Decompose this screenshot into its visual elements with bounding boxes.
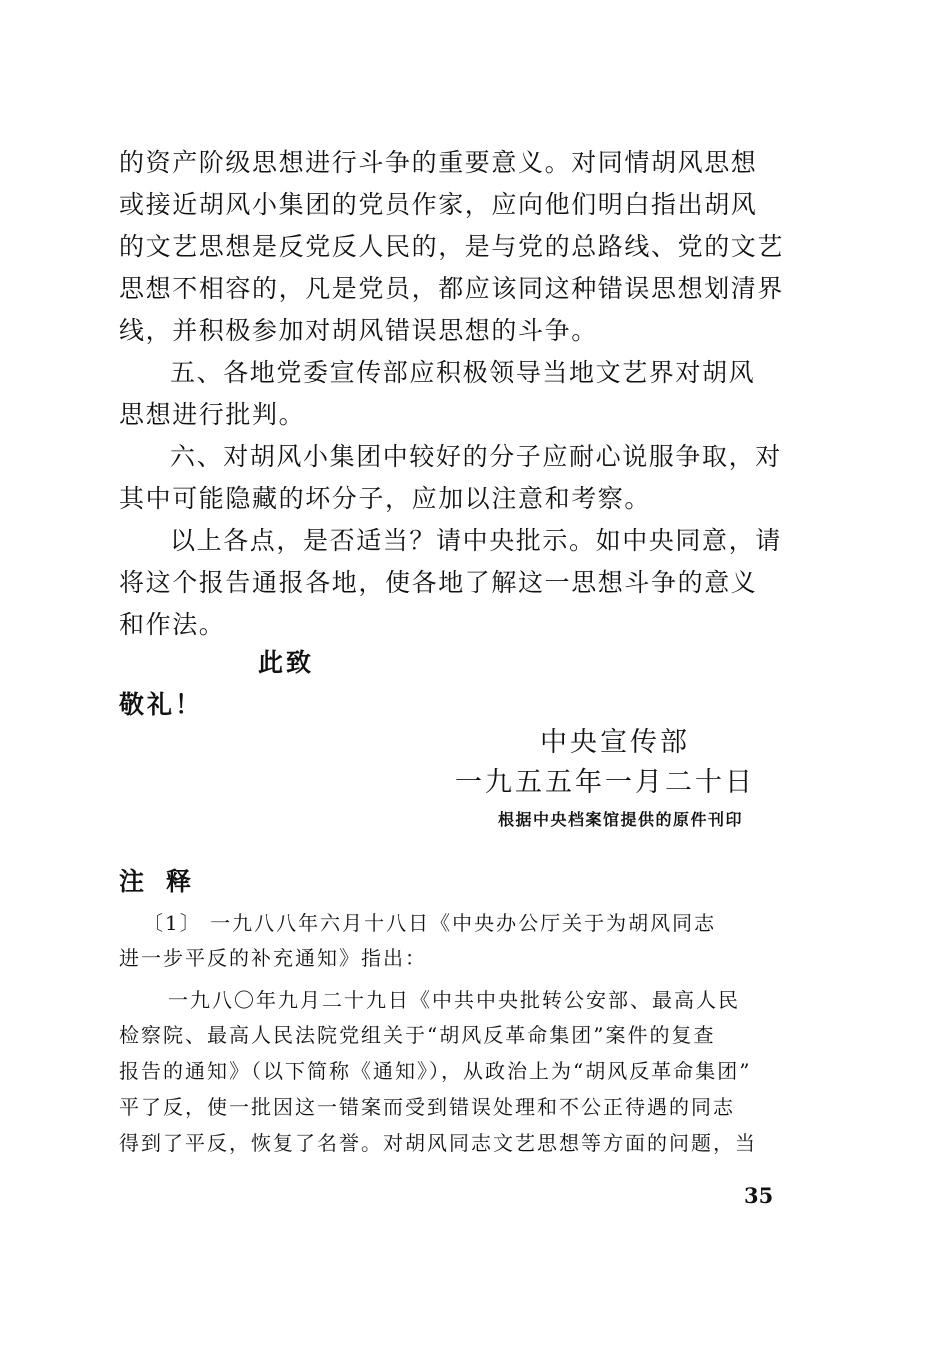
body-line: 的文艺思想是反党反人民的，是与党的总路线、党的文艺 <box>119 232 785 261</box>
body-line: 线，并积极参加对胡风错误思想的斗争。 <box>119 316 598 345</box>
source-note: 根据中央档案馆提供的原件刊印 <box>498 810 744 829</box>
signature-org: 中央宣传部 <box>540 727 690 758</box>
body-line: 其中可能隐藏的坏分子，应加以注意和考察。 <box>119 484 652 513</box>
note-line: 进一步平反的补充通知》指出： <box>119 946 427 970</box>
signature-date: 一九五五年一月二十日 <box>455 767 755 798</box>
body-line: 思想进行批判。 <box>119 400 306 429</box>
note-line: 得到了平反，恢复了名誉。对胡风同志文艺思想等方面的问题，当 <box>119 1131 757 1155</box>
body-line: 的资产阶级思想进行斗争的重要意义。对同情胡风思想 <box>119 148 758 177</box>
closing-salute: 敬礼！ <box>119 690 204 719</box>
body-line: 五、各地党委宣传部应积极领导当地文艺界对胡风 <box>170 358 756 387</box>
body-line: 以上各点，是否适当？请中央批示。如中央同意，请 <box>170 526 782 555</box>
body-line: 将这个报告通报各地，使各地了解这一思想斗争的意义 <box>119 568 758 597</box>
body-line: 或接近胡风小集团的党员作家，应向他们明白指出胡风 <box>119 190 758 219</box>
note-line: 一九八〇年九月二十九日《中共中央批转公安部、最高人民 <box>168 988 740 1012</box>
note-line: 平了反，使一批因这一错案而受到错误处理和不公正待遇的同志 <box>119 1095 735 1119</box>
note-line: 检察院、最高人民法院党组关于“胡风反革命集团”案件的复查 <box>119 1023 716 1047</box>
body-line: 和作法。 <box>119 610 226 639</box>
closing-greeting: 此致 <box>258 648 315 677</box>
body-line: 思想不相容的，凡是党员，都应该同这种错误思想划清界 <box>119 274 785 303</box>
note-line: 〔1〕 一九八八年六月十八日《中央办公厅关于为胡风同志 <box>143 911 717 935</box>
page-number: 35 <box>744 1183 774 1208</box>
note-line: 报告的通知》（以下简称《通知》），从政治上为“胡风反革命集团” <box>119 1059 752 1083</box>
body-line: 六、对胡风小集团中较好的分子应耐心说服争取，对 <box>170 442 782 471</box>
notes-title: 注释 <box>119 867 214 896</box>
